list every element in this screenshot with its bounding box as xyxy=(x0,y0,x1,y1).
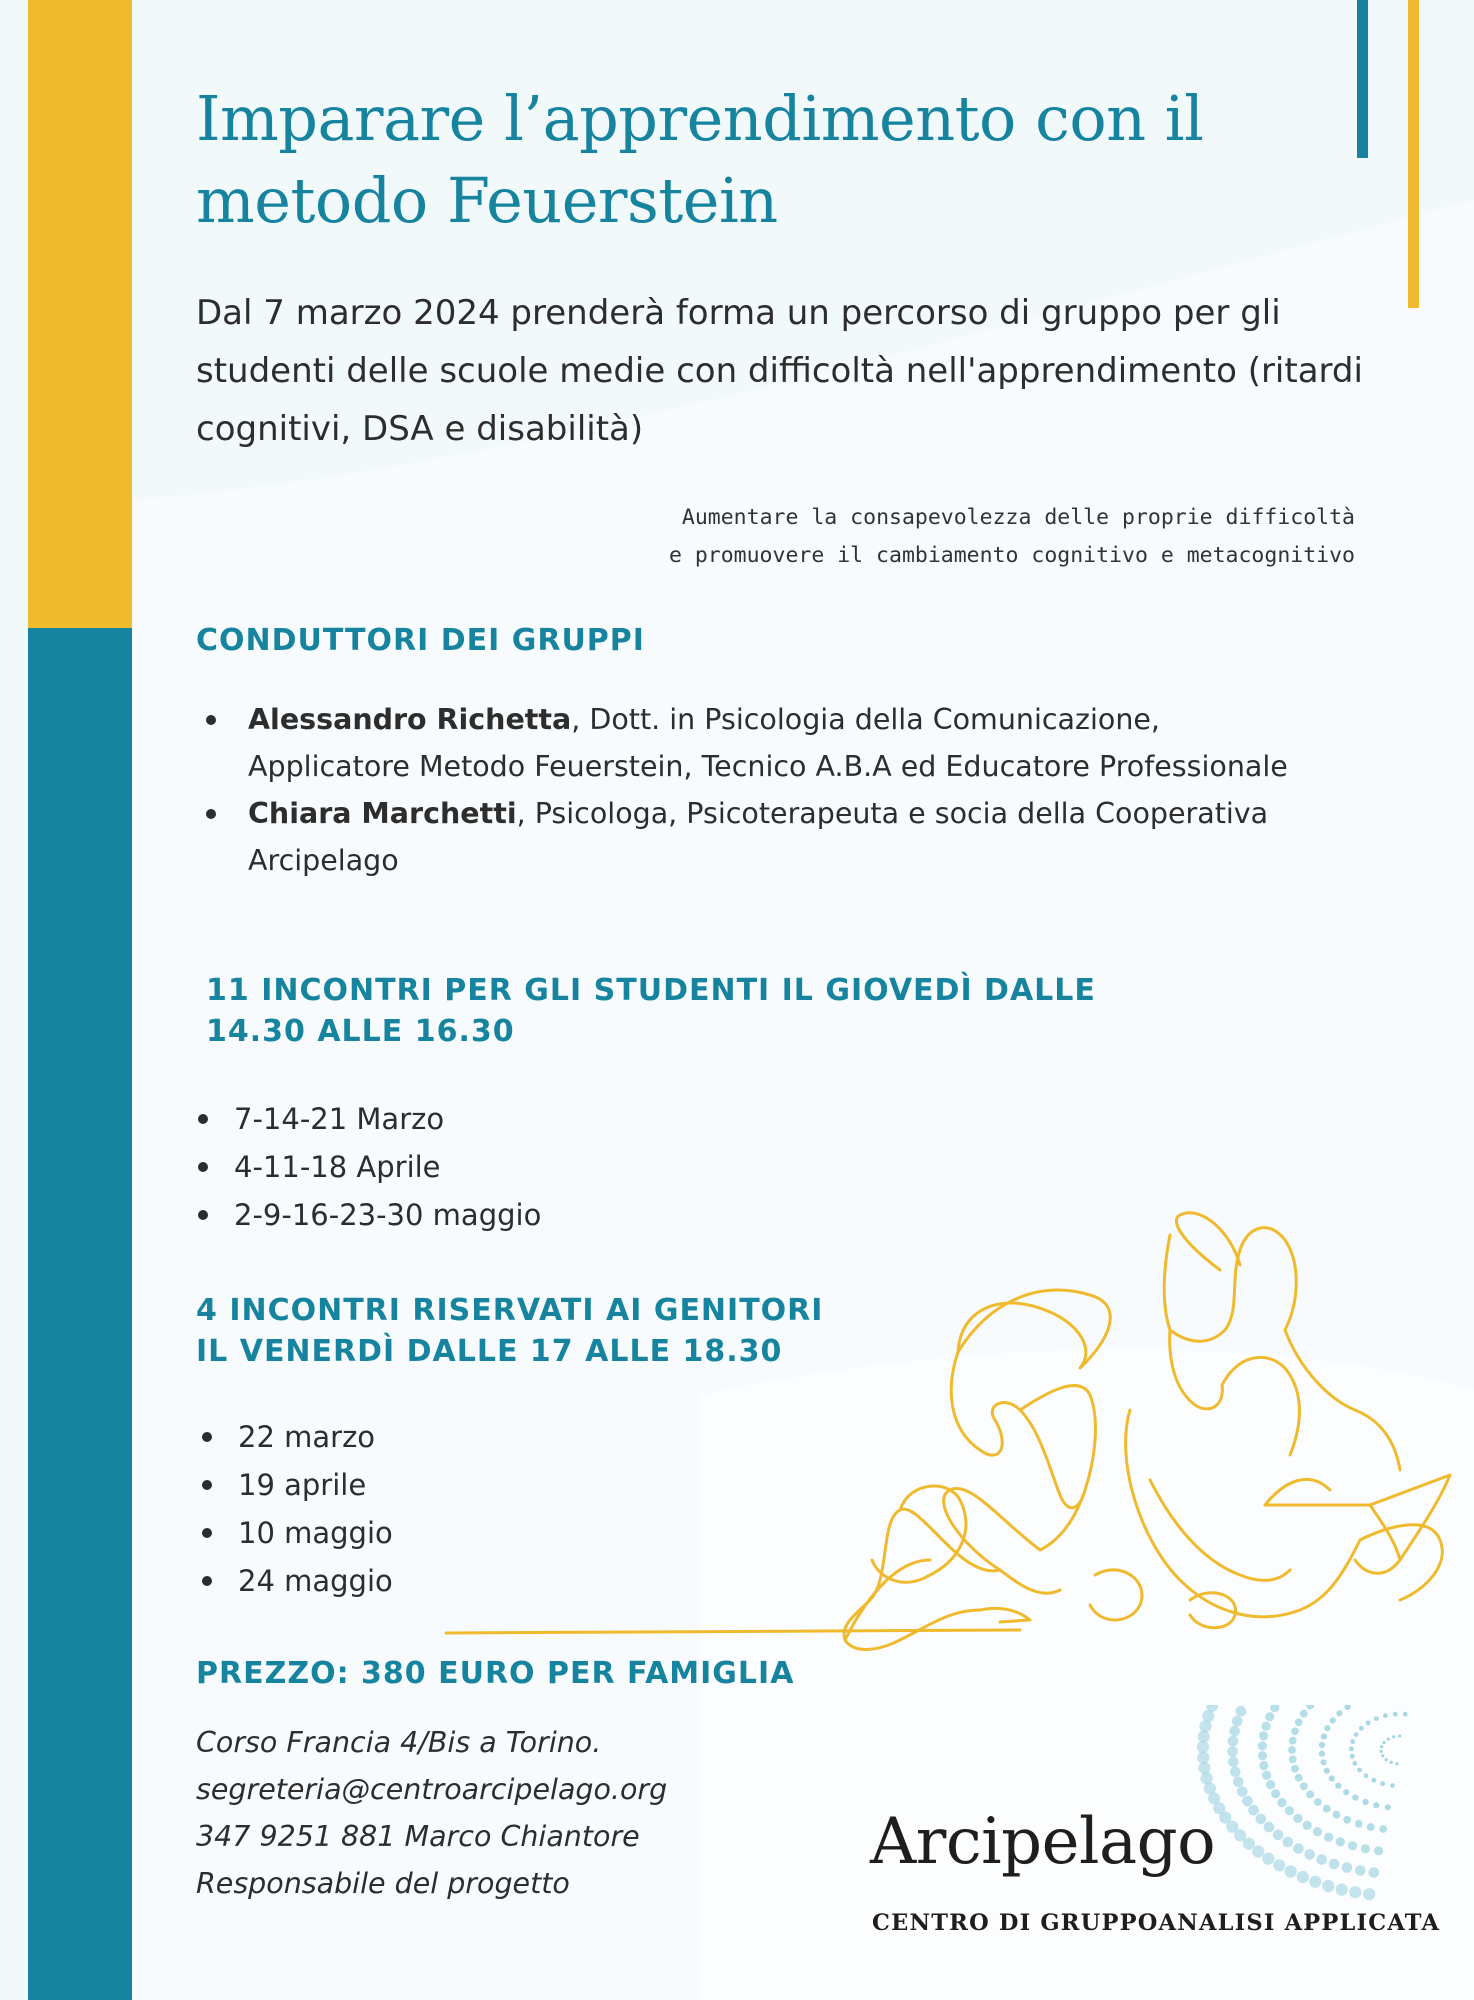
logo-dot xyxy=(1229,1726,1240,1737)
date-text: 2-9-16-23-30 maggio xyxy=(234,1198,542,1232)
address-text: Corso Francia 4/Bis a Torino. xyxy=(196,1726,602,1759)
logo-dot xyxy=(1297,1871,1309,1883)
conduttore-name: Chiara Marchetti xyxy=(248,797,517,830)
logo-dot xyxy=(1336,1710,1342,1716)
logo-dot xyxy=(1362,1799,1368,1805)
bullet-icon xyxy=(198,1114,208,1124)
logo-dot xyxy=(1387,1738,1390,1741)
logo-dot xyxy=(1306,1705,1314,1710)
genitori-heading-line-2: IL VENERDÌ DALLE 17 ALLE 18.30 xyxy=(196,1334,783,1369)
logo-dot xyxy=(1201,1772,1213,1784)
logo-dot xyxy=(1321,1733,1327,1739)
goal-line-1: Aumentare la consapevolezza delle proprie difficoltà xyxy=(681,505,1355,530)
logo-dot xyxy=(1349,1747,1354,1752)
logo-dot xyxy=(1293,1843,1304,1854)
logo-dot xyxy=(1309,1876,1321,1888)
conduttore-description: , Dott. in Psicologia della Comunicazione, Applicatore Metodo Feuerstein, Tecnico A.B.A ed Educatore Professionale xyxy=(248,703,1288,783)
logo-dot xyxy=(1264,1822,1275,1833)
logo-dot xyxy=(1371,1778,1376,1783)
logo-dot xyxy=(1343,1816,1351,1824)
bullet-icon xyxy=(206,809,216,819)
logo-dot xyxy=(1262,1771,1271,1780)
logo-dot xyxy=(1355,1820,1363,1828)
logo-dot xyxy=(1304,1849,1315,1860)
date-text: 19 aprile xyxy=(238,1468,367,1502)
logo-dot xyxy=(1291,1727,1299,1735)
logo-dot xyxy=(1295,1718,1303,1726)
bullet-icon xyxy=(202,1576,212,1586)
arcipelago-logo xyxy=(870,1705,1450,1975)
list-item xyxy=(202,1509,393,1557)
logo-dot xyxy=(1271,1789,1280,1798)
logo-dot xyxy=(1350,1739,1355,1744)
list-item xyxy=(202,1413,393,1461)
logo-dot xyxy=(1288,1746,1296,1754)
logo-dot xyxy=(1330,1717,1336,1723)
logo-dot xyxy=(1390,1761,1393,1764)
logo-dot xyxy=(1198,1731,1210,1743)
logo-dot xyxy=(1359,1726,1364,1731)
logo-dot xyxy=(1350,1754,1355,1759)
logo-dot xyxy=(1363,1888,1375,1900)
logo-dot xyxy=(1361,1844,1370,1853)
date-text: 4-11-18 Aprile xyxy=(234,1150,441,1184)
logo-dot xyxy=(1382,1741,1385,1744)
email-link[interactable]: segreteria@centroarcipelago.org xyxy=(196,1773,668,1806)
studenti-heading xyxy=(206,970,1096,1052)
logo-dot xyxy=(1383,1713,1388,1718)
logo-dot xyxy=(1303,1821,1312,1830)
bullet-icon xyxy=(202,1480,212,1490)
genitori-heading xyxy=(196,1290,823,1372)
logo-dot xyxy=(1398,1734,1401,1737)
studenti-heading-line-1: 11 INCONTRI PER GLI STUDENTI IL GIOVEDÌ DALLE xyxy=(206,973,1096,1008)
logo-dot xyxy=(1252,1845,1264,1857)
logo-dot xyxy=(1242,1796,1253,1807)
logo-dot xyxy=(1329,1859,1340,1870)
logo-dot xyxy=(1385,1758,1388,1761)
logo-dot xyxy=(1233,1777,1244,1788)
logo-dot xyxy=(1289,1737,1297,1745)
logo-dot xyxy=(1393,1712,1398,1717)
logo-dot xyxy=(1319,1751,1325,1757)
logo-dot xyxy=(1329,1775,1335,1781)
logo-dot xyxy=(1248,1805,1259,1816)
logo-dot xyxy=(1283,1837,1294,1848)
logo-dot xyxy=(1230,1767,1241,1778)
logo-dot xyxy=(1228,1756,1239,1767)
logo-dot xyxy=(1313,1827,1322,1836)
price-heading: PREZZO: 380 EURO PER FAMIGLIA xyxy=(196,1656,795,1691)
logo-dot xyxy=(1277,1798,1286,1807)
logo-dot xyxy=(1300,1710,1308,1718)
logo-dot xyxy=(1227,1746,1238,1757)
left-yellow-bar xyxy=(28,0,132,628)
logo-dot xyxy=(1316,1854,1327,1865)
logo-dot xyxy=(1197,1751,1209,1763)
goal-line-2: e promuovere il cambiamento cognitivo e metacognitivo xyxy=(668,543,1355,568)
logo-dot xyxy=(1395,1762,1398,1765)
logo-dot xyxy=(1353,1761,1358,1766)
page-title: Imparare l’apprendimento con il metodo Feuerstein xyxy=(196,82,1204,237)
logo-dot xyxy=(1289,1756,1297,1764)
studenti-dates-list xyxy=(198,1095,541,1239)
logo-dot xyxy=(1385,1804,1391,1810)
logo-dot xyxy=(1314,1798,1322,1806)
logo-dot xyxy=(1258,1751,1267,1760)
top-right-teal-line xyxy=(1357,0,1368,158)
logo-dot xyxy=(1373,1802,1379,1808)
logo-subtitle: CENTRO DI GRUPPOANALISI APPLICATA xyxy=(872,1910,1441,1936)
logo-dot xyxy=(1342,1862,1353,1873)
logo-dot xyxy=(1367,1823,1375,1831)
logo-dot xyxy=(1344,1705,1350,1710)
conduttore-name: Alessandro Richetta xyxy=(248,703,572,736)
date-text: 24 maggio xyxy=(238,1564,393,1598)
role-text: Responsabile del progetto xyxy=(196,1867,570,1900)
list-item xyxy=(206,696,1326,790)
logo-dot xyxy=(1343,1789,1349,1795)
logo-dot xyxy=(1273,1830,1284,1841)
logo-dot xyxy=(1259,1731,1268,1740)
logo-dot xyxy=(1256,1814,1267,1825)
logo-dot xyxy=(1380,1745,1383,1748)
studenti-heading-line-2: 14.30 ALLE 16.30 xyxy=(206,1014,515,1049)
logo-dot xyxy=(1354,1732,1359,1737)
logo-dot xyxy=(1369,1867,1380,1878)
logo-dot xyxy=(1379,1825,1387,1833)
logo-dot xyxy=(1380,1781,1385,1786)
logo-dot xyxy=(1295,1774,1303,1782)
logo-dot xyxy=(1381,1754,1384,1757)
logo-dot xyxy=(1336,1883,1348,1895)
logo-dot xyxy=(1262,1853,1274,1865)
logo-dot xyxy=(1291,1765,1299,1773)
bullet-icon xyxy=(198,1162,208,1172)
logo-dot xyxy=(1319,1742,1325,1748)
logo-dot xyxy=(1237,1786,1248,1797)
logo-dot xyxy=(1323,1805,1331,1813)
list-item xyxy=(198,1095,541,1143)
logo-dot xyxy=(1259,1761,1268,1770)
list-item xyxy=(206,790,1326,884)
logo-dot xyxy=(1197,1741,1209,1753)
logo-dot xyxy=(1232,1716,1243,1727)
top-right-yellow-line xyxy=(1408,0,1419,308)
logo-dot xyxy=(1320,1759,1326,1765)
logo-dot xyxy=(1355,1865,1366,1876)
list-item xyxy=(202,1557,393,1605)
logo-dot xyxy=(1335,1783,1341,1789)
logo-dot xyxy=(1366,1721,1371,1726)
logo-dot xyxy=(1390,1783,1395,1788)
logo-dot xyxy=(1236,1706,1247,1717)
logo-dot xyxy=(1357,1768,1362,1773)
logo-dot xyxy=(1228,1736,1239,1747)
conduttore-description: , Psicologa, Psicoterapeuta e socia della Cooperativa Arcipelago xyxy=(248,797,1269,877)
phone-text: 347 9251 881 Marco Chiantore xyxy=(196,1820,640,1853)
logo-dot xyxy=(1324,1725,1330,1731)
logo-name: Arcipelago xyxy=(870,1805,1216,1879)
logo-dot xyxy=(1336,1837,1345,1846)
logo-dot xyxy=(1374,1716,1379,1721)
conduttori-list xyxy=(206,696,1326,884)
logo-dot xyxy=(1285,1806,1294,1815)
logo-dot xyxy=(1380,1750,1383,1753)
genitori-dates-list xyxy=(202,1413,393,1605)
logo-dot xyxy=(1265,1712,1274,1721)
logo-dot xyxy=(1306,1791,1314,1799)
logo-dot xyxy=(1273,1859,1285,1871)
logo-dot xyxy=(1348,1841,1357,1850)
logo-dot xyxy=(1285,1865,1297,1877)
date-text: 10 maggio xyxy=(238,1516,393,1550)
left-teal-bar xyxy=(28,628,132,2000)
logo-dot xyxy=(1322,1880,1334,1892)
bullet-icon xyxy=(202,1528,212,1538)
logo-dot xyxy=(1403,1712,1408,1717)
list-item xyxy=(198,1143,541,1191)
list-item xyxy=(202,1461,393,1509)
intro-text: Dal 7 marzo 2024 prenderà forma un percorso di gruppo per gli studenti delle scuole medie con difficoltà nell'apprendimento (ritardi cognitivi, DSA e disabilità) xyxy=(196,293,1363,449)
goal-text xyxy=(380,499,1355,575)
logo-dot xyxy=(1364,1773,1369,1778)
logo-dot xyxy=(1324,1833,1333,1842)
date-text: 22 marzo xyxy=(238,1420,376,1454)
logo-dot xyxy=(1293,1814,1302,1823)
logo-dot xyxy=(1374,1846,1383,1855)
list-item xyxy=(198,1191,541,1239)
logo-dot xyxy=(1266,1780,1275,1789)
logo-dot xyxy=(1198,1762,1210,1774)
logo-dot xyxy=(1392,1735,1395,1738)
contacts-block xyxy=(196,1719,667,1907)
logo-dot xyxy=(1333,1811,1341,1819)
genitori-heading-line-1: 4 INCONTRI RISERVATI AI GENITORI xyxy=(196,1293,824,1328)
logo-dot xyxy=(1352,1795,1358,1801)
logo-dot xyxy=(1258,1741,1267,1750)
logo-dot xyxy=(1324,1768,1330,1774)
logo-dot xyxy=(1262,1722,1271,1731)
bullet-icon xyxy=(206,715,216,725)
conduttori-heading: CONDUTTORI DEI GRUPPI xyxy=(196,623,645,658)
date-text: 7-14-21 Marzo xyxy=(234,1102,445,1136)
logo-dot xyxy=(1199,1720,1211,1732)
logo-dot xyxy=(1300,1782,1308,1790)
logo-dot xyxy=(1349,1886,1361,1898)
bullet-icon xyxy=(198,1210,208,1220)
logo-dot xyxy=(1270,1705,1279,1712)
bullet-icon xyxy=(202,1432,212,1442)
